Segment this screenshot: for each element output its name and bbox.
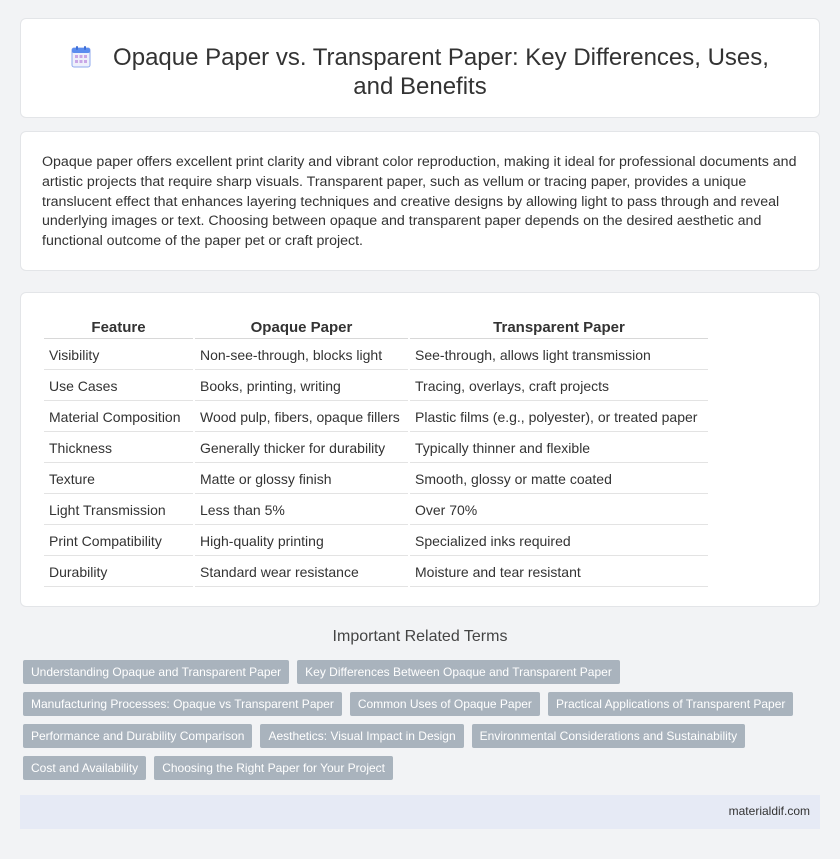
table-row xyxy=(44,434,708,463)
feature-cell: Print Compatibility xyxy=(44,527,193,556)
opaque-cell: Generally thicker for durability xyxy=(195,434,408,463)
related-term-tag[interactable]: Practical Applications of Transparent Paper xyxy=(548,692,793,716)
related-term-tag[interactable]: Aesthetics: Visual Impact in Design xyxy=(260,724,463,748)
related-term-tag[interactable]: Cost and Availability xyxy=(23,756,146,780)
transparent-cell: See-through, allows light transmission xyxy=(410,341,708,370)
feature-cell: Texture xyxy=(44,465,193,494)
related-term-tag[interactable]: Performance and Durability Comparison xyxy=(23,724,252,748)
footer xyxy=(20,795,820,829)
related-term-tag[interactable]: Choosing the Right Paper for Your Project xyxy=(154,756,393,780)
opaque-cell: Books, printing, writing xyxy=(195,372,408,401)
opaque-cell: Matte or glossy finish xyxy=(195,465,408,494)
opaque-cell: High-quality printing xyxy=(195,527,408,556)
table-header-row xyxy=(44,317,708,339)
header-feature: Feature xyxy=(44,317,193,339)
calendar-icon xyxy=(71,46,91,68)
table-row xyxy=(44,465,708,494)
transparent-cell: Specialized inks required xyxy=(410,527,708,556)
transparent-cell: Smooth, glossy or matte coated xyxy=(410,465,708,494)
transparent-cell: Tracing, overlays, craft projects xyxy=(410,372,708,401)
related-terms-heading: Important Related Terms xyxy=(332,628,508,645)
tag-row xyxy=(23,660,803,684)
feature-cell: Use Cases xyxy=(44,372,193,401)
related-term-tag[interactable]: Understanding Opaque and Transparent Paper xyxy=(23,660,289,684)
tag-row xyxy=(23,724,803,748)
related-terms-list xyxy=(23,660,803,788)
intro-card xyxy=(20,131,820,271)
feature-cell: Visibility xyxy=(44,341,193,370)
table-row xyxy=(44,527,708,556)
intro-paragraph: Opaque paper offers excellent print clarity and vibrant color reproduction, making it ideal for professional documents and artistic projects that require sharp visuals. Transparent paper, such as vellum or tracing paper, provides a unique translucent effect that enhances layering techniques and creative designs by allowing light to pass through and reveal underlying images or text. Choosing between opaque and transparent paper depends on the desired aesthetic and functional outcome of the paper pet or craft project. xyxy=(42,154,797,250)
opaque-cell: Standard wear resistance xyxy=(195,558,408,587)
table-row xyxy=(44,372,708,401)
feature-cell: Thickness xyxy=(44,434,193,463)
transparent-cell: Plastic films (e.g., polyester), or treated paper xyxy=(410,403,708,432)
related-term-tag[interactable]: Manufacturing Processes: Opaque vs Transparent Paper xyxy=(23,692,342,716)
comparison-card xyxy=(20,292,820,607)
page-title: Opaque Paper vs. Transparent Paper: Key Differences, Uses, and Benefits xyxy=(113,44,769,100)
feature-cell: Material Composition xyxy=(44,403,193,432)
title-card xyxy=(20,18,820,118)
table-row xyxy=(44,558,708,587)
tag-row xyxy=(23,692,803,716)
opaque-cell: Non-see-through, blocks light xyxy=(195,341,408,370)
title-wrap xyxy=(61,43,779,101)
related-term-tag[interactable]: Key Differences Between Opaque and Transparent Paper xyxy=(297,660,620,684)
header-opaque-paper: Opaque Paper xyxy=(195,317,408,339)
related-term-tag[interactable]: Common Uses of Opaque Paper xyxy=(350,692,540,716)
header-transparent-paper: Transparent Paper xyxy=(410,317,708,339)
opaque-cell: Wood pulp, fibers, opaque fillers xyxy=(195,403,408,432)
feature-cell: Durability xyxy=(44,558,193,587)
transparent-cell: Over 70% xyxy=(410,496,708,525)
opaque-cell: Less than 5% xyxy=(195,496,408,525)
table-row xyxy=(44,341,708,370)
table-row xyxy=(44,403,708,432)
table-row xyxy=(44,496,708,525)
related-term-tag[interactable]: Environmental Considerations and Sustainability xyxy=(472,724,745,748)
transparent-cell: Typically thinner and flexible xyxy=(410,434,708,463)
feature-cell: Light Transmission xyxy=(44,496,193,525)
comparison-table xyxy=(42,315,710,589)
footer-site-link[interactable]: materialdif.com xyxy=(728,804,810,818)
tag-row xyxy=(23,756,803,780)
transparent-cell: Moisture and tear resistant xyxy=(410,558,708,587)
